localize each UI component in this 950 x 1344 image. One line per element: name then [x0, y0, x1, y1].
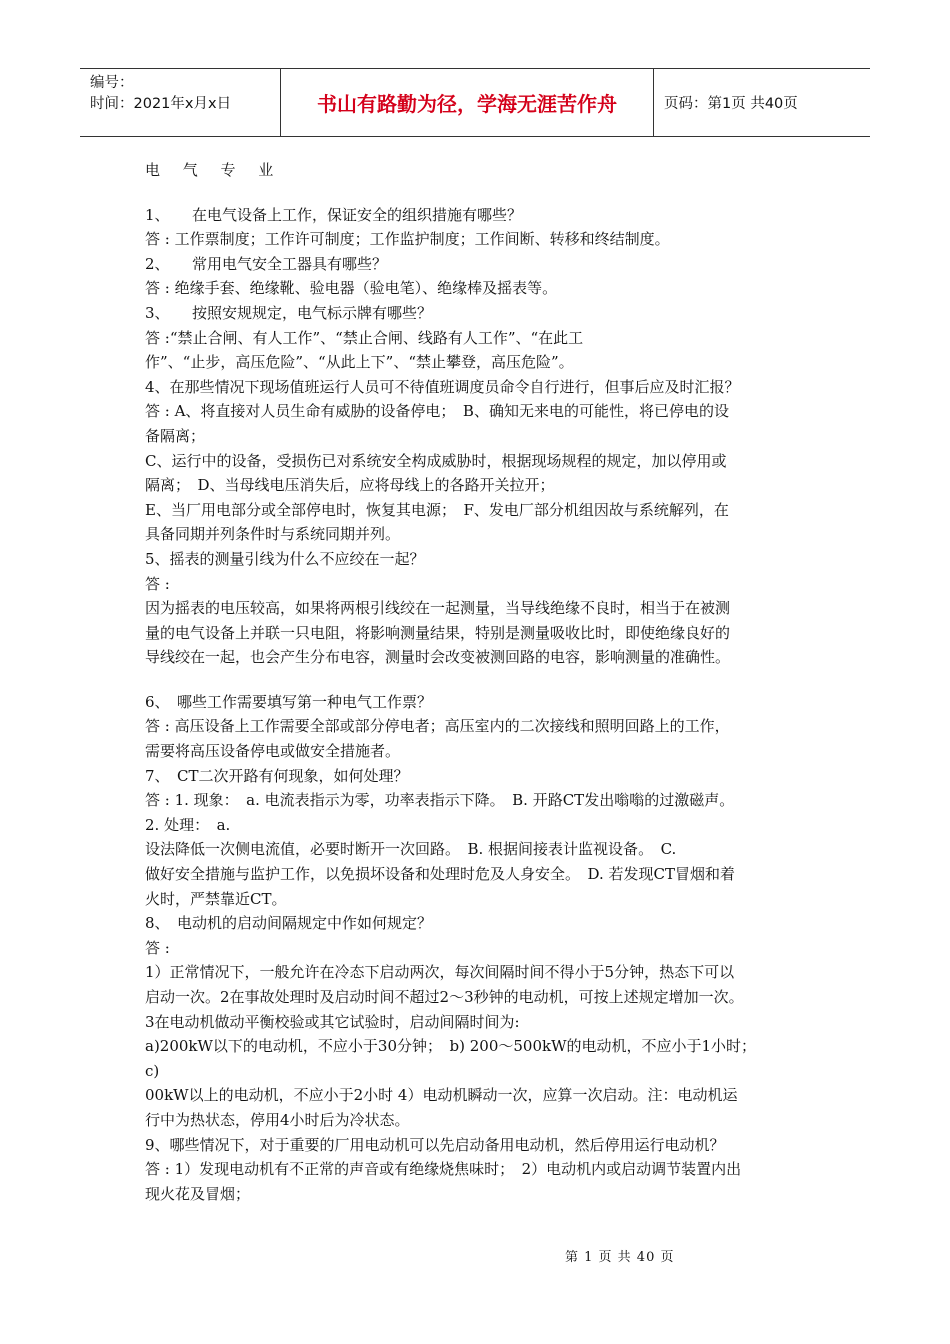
document-text	[145, 203, 825, 1207]
text-line: 7、 CT二次开路有何现象，如何处理？	[145, 766, 409, 785]
text-line: 需要将高压设备停电或做安全措施者。	[145, 742, 401, 761]
text-line: 答 : 1. 现象： a. 电流表指示为零，功率表指示下降。 B. 开路CT发出嗡嗡的过激磁声。	[145, 791, 735, 810]
text-line: 答 :“禁止合闸、有人工作”、“禁止合闸、线路有人工作”、“在此工	[145, 328, 584, 347]
document-body	[145, 158, 825, 1206]
header-page-info: 页码：第1页 共40页	[664, 96, 798, 112]
text-line: 9、哪些情况下，对于重要的厂用电动机可以先启动备用电动机，然后停用运行电动机？	[145, 1135, 725, 1154]
text-line: 2、 常用电气安全工器具有哪些？	[145, 254, 388, 273]
text-line: 00kW以上的电动机，不应小于2小时 4）电动机瞬动一次，应算一次启动。注：电动机运	[145, 1086, 738, 1105]
text-line: 6、 哪些工作需要填写第一种电气工作票？	[145, 692, 433, 711]
text-line: a)200kW以下的电动机，不应小于30分钟； b) 200～500kW的电动机，不应小于1小时；	[145, 1037, 757, 1056]
text-line: 具备同期并列条件时与系统同期并列。	[145, 525, 401, 544]
header-motto: 书山有路勤为径，学海无涯苦作舟	[280, 69, 654, 136]
text-line: 隔离； D、当母线电压消失后，应将母线上的各路开关拉开；	[145, 476, 555, 495]
text-line: 做好安全措施与监护工作，以免损坏设备和处理时危及人身安全。 D. 若发现CT冒烟和着	[145, 865, 736, 884]
page-footer: 第 1 页 共 40 页	[565, 1250, 675, 1265]
page-header	[80, 68, 870, 137]
text-line: 量的电气设备上并联一只电阻，将影响测量结果，特别是测量吸收比时，即使绝缘良好的	[145, 623, 731, 642]
text-line: 备隔离；	[145, 426, 206, 445]
text-line: 设法降低一次侧电流值，必要时断开一次回路。 B. 根据间接表计监视设备。 C.	[145, 840, 677, 859]
text-line: 1、 在电气设备上工作，保证安全的组织措施有哪些？	[145, 205, 523, 224]
text-line: 导线绞在一起，也会产生分布电容，测量时会改变被测回路的电容，影响测量的准确性。	[145, 648, 731, 667]
text-line: 作”、“止步，高压危险”、“从此上下”、“禁止攀登，高压危险”。	[145, 353, 574, 372]
text-line: 4、在那些情况下现场值班运行人员可不待值班调度员命令自行进行，但事后应及时汇报？	[145, 377, 740, 396]
header-left-cell	[80, 69, 280, 136]
text-line: 答 : 绝缘手套、绝缘靴、验电器（验电笔）、绝缘棒及摇表等。	[145, 279, 558, 298]
text-line: 火时，严禁靠近CT。	[145, 889, 287, 908]
document-title: 电 气 专 业	[145, 161, 283, 179]
text-line: 答 : 1）发现电动机有不正常的声音或有绝缘烧焦味时； 2）电动机内或启动调节装置内出	[145, 1160, 742, 1179]
text-line: 3在电动机做动平衡校验或其它试验时，启动间隔时间为:	[145, 1012, 520, 1031]
text-line: C、运行中的设备，受损伤已对系统安全构成威胁时，根据现场规程的规定，加以停用或	[145, 451, 727, 470]
text-line: 启动一次。2在事故处理时及启动时间不超过2～3秒钟的电动机，可按上述规定增加一次。	[145, 988, 744, 1006]
text-line: 答 : A、将直接对人员生命有威胁的设备停电； B、确知无来电的可能性，将已停电的设	[145, 402, 729, 421]
text-line: 2. 处理： a.	[145, 815, 231, 834]
text-line: 3、 按照安规规定，电气标示牌有哪些？	[145, 303, 433, 322]
text-line: 答 : 工作票制度；工作许可制度；工作监护制度；工作间断、转移和终结制度。	[145, 230, 670, 249]
text-line: 答 :	[145, 938, 170, 957]
text-line: 行中为热状态，停用4小时后为冷状态。	[145, 1110, 410, 1129]
text-line: 1）正常情况下，一般允许在冷态下启动两次，每次间隔时间不得小于5分钟，热态下可以	[145, 963, 735, 982]
blank-line	[145, 670, 825, 690]
text-line: c)	[145, 1061, 160, 1080]
text-line: 答 :	[145, 574, 170, 593]
text-line: 5、摇表的测量引线为什么不应绞在一起？	[145, 549, 425, 568]
text-line: 答 : 高压设备上工作需要全部或部分停电者；高压室内的二次接线和照明回路上的工作，	[145, 717, 730, 736]
text-line: 现火花及冒烟；	[145, 1184, 251, 1203]
document-date: 时间：2021年x月x日	[90, 96, 232, 112]
document-number-label: 编号：	[90, 75, 134, 91]
text-line: 因为摇表的电压较高，如果将两根引线绞在一起测量，当导线绝缘不良时，相当于在被测	[145, 599, 731, 618]
text-line: E、当厂用电部分或全部停电时，恢复其电源； F、发电厂部分机组因故与系统解列，在	[145, 500, 729, 519]
text-line: 8、 电动机的启动间隔规定中作如何规定？	[145, 914, 433, 933]
